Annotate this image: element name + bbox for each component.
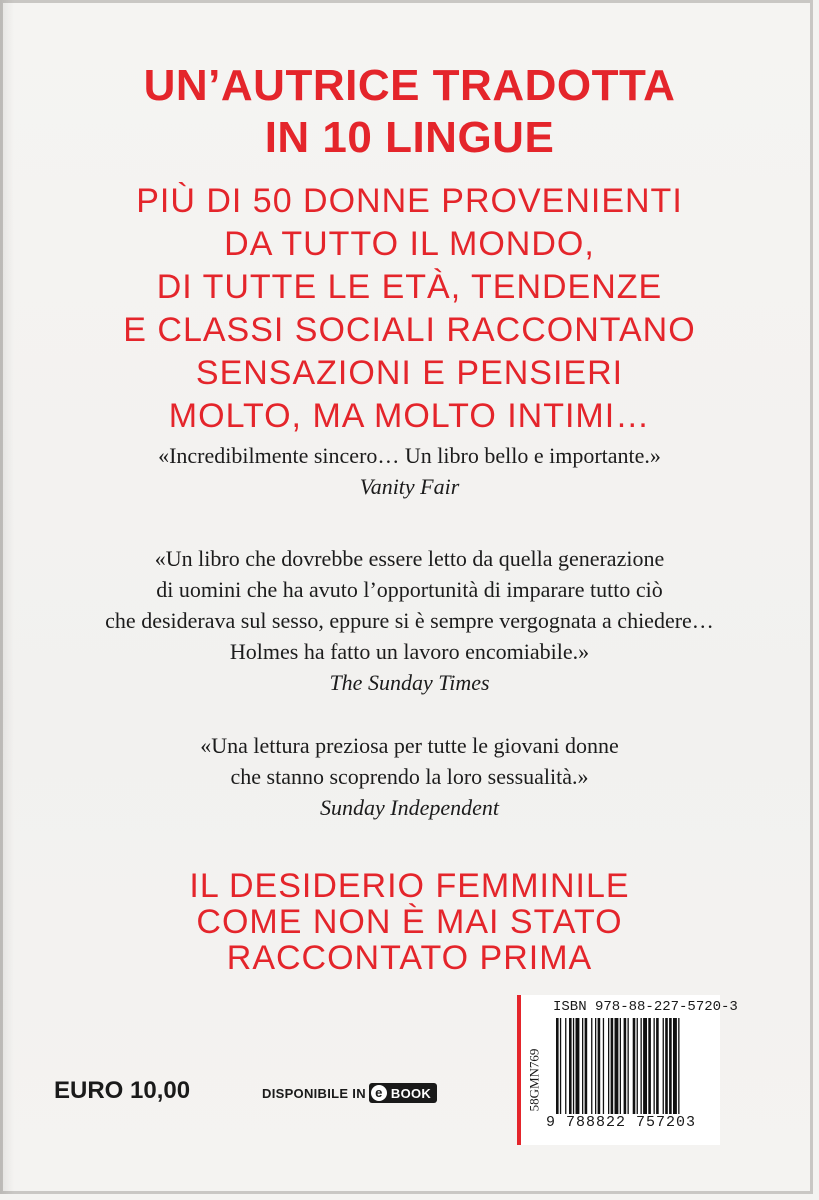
barcode-bar [585, 1018, 588, 1114]
barcode-bar [576, 1018, 580, 1114]
barcode-bar [624, 1018, 627, 1114]
tagline-line: COME NON È MAI STATO [196, 903, 623, 941]
subtitle-line: PIÙ DI 50 DONNE PROVENIENTI [136, 182, 683, 220]
quote-line: di uomini che ha avuto l’opportunità di imparare tutto ciò [156, 577, 663, 602]
headline-line-2: IN 10 LINGUE [264, 113, 555, 162]
barcode-bar [603, 1018, 604, 1114]
barcode-bar [641, 1018, 642, 1114]
ean-number: 9 788822 757203 [546, 1114, 697, 1131]
barcode-bar [669, 1018, 672, 1114]
quote-vanity-fair [0, 440, 819, 502]
ebook-availability [262, 1083, 437, 1103]
price-label: EURO 10,00 [54, 1077, 191, 1104]
product-code-text: 58GMN769 [526, 1048, 541, 1112]
product-code [520, 1030, 548, 1130]
barcode-bar [565, 1018, 566, 1114]
barcode-bar [573, 1018, 574, 1114]
barcode-bar [678, 1018, 679, 1114]
barcode-bar [633, 1018, 636, 1114]
barcode-bar [556, 1018, 559, 1114]
quote-source: Vanity Fair [359, 474, 460, 499]
quote-line: che stanno scoprendo la loro sessualità.» [230, 764, 589, 789]
quote-line: che desiderava sul sesso, eppure si è sempre vergognata a chiedere… [105, 608, 714, 633]
quote-source: The Sunday Times [329, 670, 490, 695]
subtitle-line: DA TUTTO IL MONDO, [224, 225, 595, 263]
barcode-bar [608, 1018, 609, 1114]
quote-sunday-times [0, 543, 819, 698]
quote-source: Sunday Independent [320, 795, 499, 820]
tagline-line: RACCONTATO PRIMA [226, 939, 593, 977]
barcode-icon [556, 1018, 714, 1114]
barcode-bar [569, 1018, 572, 1114]
barcode-bar [620, 1018, 621, 1114]
barcode-bar [656, 1018, 659, 1114]
subtitle-line: SENSAZIONI E PENSIERI [195, 354, 624, 392]
barcode-bar [673, 1018, 677, 1114]
ebook-label: DISPONIBILE IN [262, 1085, 366, 1101]
subtitle-line: DI TUTTE LE ETÀ, TENDENZE [156, 268, 663, 306]
barcode-bar [591, 1018, 592, 1114]
barcode-bar [637, 1018, 638, 1114]
barcode-bar [560, 1018, 561, 1114]
ebook-badge-text: BOOK [390, 1085, 432, 1101]
barcode-bar [648, 1018, 651, 1114]
quote-sunday-independent [0, 730, 819, 823]
barcode-bar [598, 1018, 601, 1114]
barcode-bar [582, 1018, 583, 1114]
barcode-bar [615, 1018, 619, 1114]
barcode-bar [628, 1018, 629, 1114]
tagline-line: IL DESIDERIO FEMMINILE [189, 867, 630, 905]
quote-line: «Un libro che dovrebbe essere letto da quella generazione [154, 546, 665, 571]
barcode-bar [595, 1018, 596, 1114]
subtitle-line: E CLASSI SOCIALI RACCONTANO [123, 311, 696, 349]
barcode-bar [611, 1018, 614, 1114]
barcode-bar [663, 1018, 664, 1114]
ebook-e-icon: e [371, 1085, 387, 1101]
quote-line: «Una lettura preziosa per tutte le giovani donne [200, 733, 619, 758]
isbn-text: ISBN 978-88-227-5720-3 [553, 999, 738, 1015]
subtitle-block [0, 180, 819, 438]
barcode-bar [654, 1018, 655, 1114]
subtitle-line: MOLTO, MA MOLTO INTIMI… [168, 397, 651, 435]
tagline-block [0, 868, 819, 976]
ebook-logo [369, 1083, 437, 1103]
quote-line: «Incredibilmente sincero… Un libro bello e importante.» [158, 443, 661, 468]
barcode-bar [643, 1018, 647, 1114]
quote-line: Holmes ha fatto un lavoro encomiabile.» [229, 639, 590, 664]
barcode-bar [665, 1018, 668, 1114]
headline-line-1: UN’AUTRICE TRADOTTA [143, 61, 676, 110]
